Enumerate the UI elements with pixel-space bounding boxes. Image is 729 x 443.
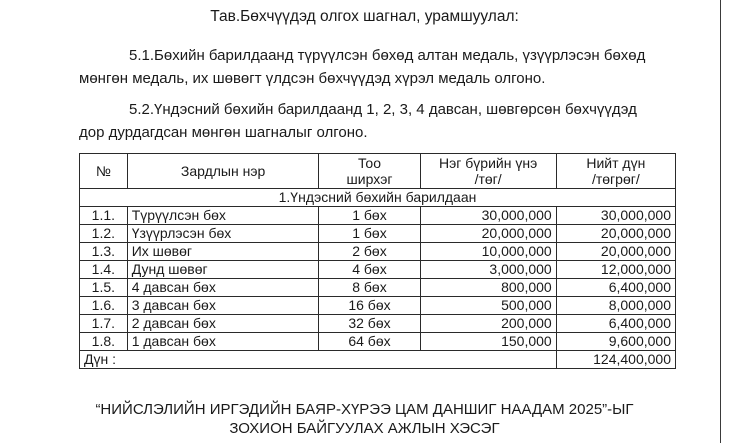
cell-name: Үзүүрлэсэн бөх bbox=[127, 225, 319, 243]
header-no: № bbox=[80, 154, 128, 189]
header-total-line-1: Нийт дүн bbox=[586, 155, 646, 171]
table-header-row bbox=[80, 154, 676, 189]
cell-total: 6,400,000 bbox=[556, 279, 675, 297]
cell-qty: 64 бөх bbox=[319, 333, 420, 351]
cell-no: 1.7. bbox=[80, 315, 128, 333]
header-qty-line-1: Тоо bbox=[357, 155, 381, 171]
cell-total: 30,000,000 bbox=[556, 207, 675, 225]
cell-price: 30,000,000 bbox=[420, 207, 556, 225]
cell-no: 1.6. bbox=[80, 297, 128, 315]
cell-qty: 16 бөх bbox=[319, 297, 420, 315]
header-total bbox=[556, 154, 675, 189]
sum-label: Дүн : bbox=[80, 351, 557, 369]
cell-qty: 2 бөх bbox=[319, 243, 420, 261]
page-edge-line bbox=[720, 0, 721, 443]
cell-no: 1.1. bbox=[80, 207, 128, 225]
cell-total: 9,600,000 bbox=[556, 333, 675, 351]
table-row bbox=[80, 279, 676, 297]
header-qty-line-2: ширхэг bbox=[346, 171, 393, 187]
cell-no: 1.8. bbox=[80, 333, 128, 351]
cell-total: 20,000,000 bbox=[556, 225, 675, 243]
sum-total: 124,400,000 bbox=[556, 351, 675, 369]
section-title: 1.Үндэсний бөхийн барилдаан bbox=[80, 189, 676, 207]
cell-name: 2 давсан бөх bbox=[127, 315, 319, 333]
prize-table bbox=[79, 153, 676, 369]
cell-name: Түрүүлсэн бөх bbox=[127, 207, 319, 225]
cell-price: 500,000 bbox=[420, 297, 556, 315]
cell-name: 1 давсан бөх bbox=[127, 333, 319, 351]
footer-line-2: ЗОХИОН БАЙГУУЛАХ АЖЛЫН ХЭСЭГ bbox=[229, 420, 500, 437]
cell-price: 200,000 bbox=[420, 315, 556, 333]
paragraph-5-2-line-1: 5.2.Үндэсний бөхийн барилдаанд 1, 2, 3, 4 давсан, шөвгөрсөн бөхчүүдэд bbox=[129, 101, 637, 118]
cell-price: 150,000 bbox=[420, 333, 556, 351]
section-row bbox=[80, 189, 676, 207]
cell-no: 1.3. bbox=[80, 243, 128, 261]
cell-qty: 1 бөх bbox=[319, 225, 420, 243]
cell-no: 1.5. bbox=[80, 279, 128, 297]
cell-price: 20,000,000 bbox=[420, 225, 556, 243]
cell-total: 20,000,000 bbox=[556, 243, 675, 261]
cell-total: 6,400,000 bbox=[556, 315, 675, 333]
sum-row bbox=[80, 351, 676, 369]
header-price bbox=[420, 154, 556, 189]
cell-total: 8,000,000 bbox=[556, 297, 675, 315]
section-heading: Тав.Бөхчүүдэд олгох шагнал, урамшуулал: bbox=[210, 8, 519, 25]
table-row bbox=[80, 207, 676, 225]
cell-no: 1.4. bbox=[80, 261, 128, 279]
cell-name: Дунд шөвөг bbox=[127, 261, 319, 279]
cell-qty: 32 бөх bbox=[319, 315, 420, 333]
cell-total: 12,000,000 bbox=[556, 261, 675, 279]
header-price-line-1: Нэг бүрийн үнэ bbox=[439, 155, 538, 171]
table-row bbox=[80, 243, 676, 261]
table-row bbox=[80, 333, 676, 351]
header-qty bbox=[319, 154, 420, 189]
cell-price: 3,000,000 bbox=[420, 261, 556, 279]
header-total-line-2: /төгрөг/ bbox=[591, 171, 640, 187]
table-row bbox=[80, 261, 676, 279]
cell-name: 4 давсан бөх bbox=[127, 279, 319, 297]
cell-name: 3 давсан бөх bbox=[127, 297, 319, 315]
cell-no: 1.2. bbox=[80, 225, 128, 243]
paragraph-5-1-line-1: 5.1.Бөхийн барилдаанд түрүүлсэн бөхөд алтан медаль, үзүүрлэсэн бөхөд bbox=[129, 47, 646, 64]
cell-qty: 8 бөх bbox=[319, 279, 420, 297]
cell-name: Их шөвөг bbox=[127, 243, 319, 261]
table-row bbox=[80, 297, 676, 315]
table-row bbox=[80, 315, 676, 333]
cell-price: 800,000 bbox=[420, 279, 556, 297]
cell-qty: 4 бөх bbox=[319, 261, 420, 279]
paragraph-5-2 bbox=[79, 98, 689, 144]
paragraph-5-1-line-2: мөнгөн медаль, их шөвөгт үлдсэн бөхчүүдэд хүрэл медаль олгоно. bbox=[79, 70, 546, 87]
table-row bbox=[80, 225, 676, 243]
footer-line-1: “НИЙСЛЭЛИЙН ИРГЭДИЙН БАЯР-ХҮРЭЭ ЦАМ ДАНШИГ НААДАМ 2025”-ЫГ bbox=[95, 401, 634, 418]
footer-signature bbox=[0, 400, 729, 438]
header-price-line-2: /төг/ bbox=[474, 171, 502, 187]
cell-qty: 1 бөх bbox=[319, 207, 420, 225]
paragraph-5-1 bbox=[79, 44, 689, 90]
cell-price: 10,000,000 bbox=[420, 243, 556, 261]
header-name: Зардлын нэр bbox=[127, 154, 319, 189]
paragraph-5-2-line-2: дор дурдагдсан мөнгөн шагналыг олгоно. bbox=[79, 124, 368, 141]
